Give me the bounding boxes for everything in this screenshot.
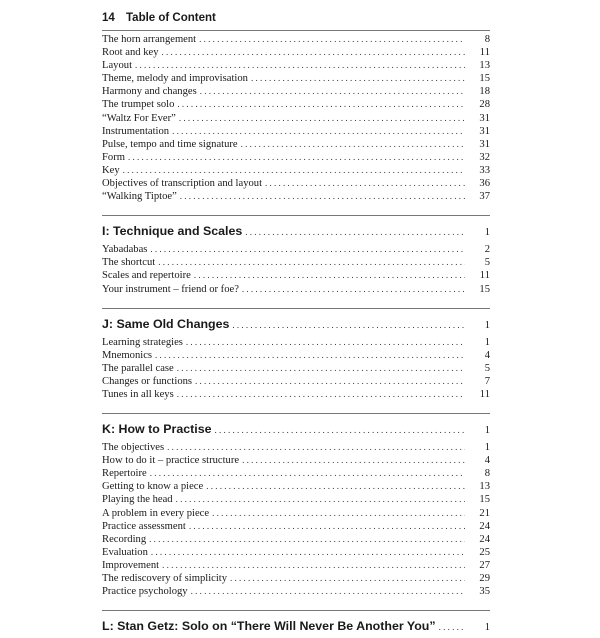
toc-entry-label: Root and key — [102, 47, 159, 59]
toc-entry-page: 11 — [479, 47, 490, 59]
toc-entry[interactable] — [102, 33, 490, 46]
dot-leader — [162, 46, 466, 59]
toc-sections — [102, 215, 490, 636]
toc-entry[interactable] — [102, 151, 490, 164]
toc-entry-page: 25 — [479, 546, 490, 558]
toc-entry-label: Instrumentation — [102, 125, 170, 137]
toc-entry[interactable] — [102, 349, 490, 362]
dot-leader — [230, 572, 465, 585]
toc-entry[interactable] — [102, 138, 490, 151]
toc-entry-label: Harmony and changes — [102, 86, 197, 98]
page-header — [102, 8, 490, 31]
toc-entry[interactable] — [102, 59, 490, 72]
toc-entry[interactable] — [102, 112, 490, 125]
toc-section — [102, 215, 490, 295]
toc-entry-label: The trumpet solo — [102, 99, 175, 111]
toc-entry[interactable] — [102, 375, 490, 388]
toc-section — [102, 308, 490, 401]
toc-entry-label: Mnemonics — [102, 349, 153, 361]
toc-entry-label: Your instrument – friend or foe? — [102, 283, 239, 295]
toc-entry-page: 1 — [484, 442, 490, 454]
dot-leader — [214, 420, 465, 440]
toc-entry-page: 33 — [479, 164, 490, 176]
toc-entry[interactable] — [102, 585, 490, 598]
dot-leader — [177, 388, 465, 401]
dot-leader — [212, 507, 465, 520]
dot-leader — [150, 243, 465, 256]
section-page: 1 — [484, 227, 490, 239]
dot-leader — [206, 480, 465, 493]
section-page: 1 — [484, 425, 490, 437]
toc-entry-page: 29 — [479, 573, 490, 584]
toc-entry[interactable] — [102, 98, 490, 111]
toc-entry-label: Form — [102, 151, 125, 163]
dot-leader — [177, 98, 465, 111]
dot-leader — [151, 546, 465, 559]
toc-entry[interactable] — [102, 441, 490, 454]
dot-leader — [172, 125, 465, 138]
toc-entry-page: 4 — [484, 349, 490, 361]
toc-entry[interactable] — [102, 269, 490, 282]
toc-entry[interactable] — [102, 480, 490, 493]
dot-leader — [242, 283, 465, 296]
toc-entry-label: “Waltz For Ever” — [102, 112, 176, 124]
toc-entry-label: Key — [102, 164, 120, 176]
toc-entry-label: Scales and repertoire — [102, 270, 191, 282]
toc-entry-label: Pulse, tempo and time signature — [102, 138, 238, 150]
dot-leader — [241, 138, 465, 151]
dot-leader — [155, 349, 465, 362]
toc-entry-page: 24 — [479, 520, 490, 532]
toc-entry-page: 1 — [484, 336, 490, 348]
intro-entries — [102, 33, 490, 203]
toc-entry[interactable] — [102, 125, 490, 138]
toc-entry-label: Getting to know a piece — [102, 481, 204, 493]
dot-leader — [195, 375, 465, 388]
toc-entry[interactable] — [102, 533, 490, 546]
dot-leader — [167, 441, 465, 454]
toc-entry-page: 31 — [479, 112, 490, 124]
toc-entry[interactable] — [102, 388, 490, 401]
toc-entry-page: 31 — [479, 138, 490, 150]
dot-leader — [245, 222, 465, 242]
toc-entry[interactable] — [102, 243, 490, 256]
section-title: K: How to Practise — [102, 422, 212, 437]
toc-entry-label: Layout — [102, 60, 133, 72]
section-title: J: Same Old Changes — [102, 316, 230, 331]
toc-section — [102, 610, 490, 636]
toc-entry-label: Theme, melody and improvisation — [102, 73, 248, 85]
dot-leader — [123, 164, 465, 177]
toc-entry[interactable] — [102, 283, 490, 296]
toc-entry-page: 21 — [479, 507, 490, 519]
toc-entry-label: The shortcut — [102, 257, 156, 269]
dot-leader — [200, 85, 465, 98]
dot-leader — [150, 467, 465, 480]
section-title: I: Technique and Scales — [102, 224, 243, 239]
dot-leader — [251, 72, 465, 85]
toc-entry[interactable] — [102, 520, 490, 533]
section-page: 1 — [484, 622, 490, 634]
toc-entry-page: 31 — [479, 125, 490, 137]
toc-entry-page: 8 — [484, 468, 490, 480]
toc-entry-label: Tunes in all keys — [102, 388, 174, 400]
toc-entry-page: 18 — [479, 86, 490, 98]
section-page: 1 — [484, 319, 490, 331]
page-title: Table of Content — [126, 12, 216, 24]
toc-section — [102, 413, 490, 598]
page-number: 14 — [102, 12, 115, 24]
toc-entry-label: A problem in every piece — [102, 507, 210, 519]
dot-leader — [158, 256, 465, 269]
dot-leader — [191, 585, 465, 598]
toc-entry-label: Improvement — [102, 559, 160, 571]
toc-entry-page: 35 — [479, 586, 490, 598]
toc-entry-label: The rediscovery of simplicity — [102, 573, 228, 584]
toc-entry-page: 13 — [479, 481, 490, 493]
table-of-contents — [102, 33, 490, 638]
toc-entry-label: Practice psychology — [102, 586, 188, 598]
dot-leader — [232, 315, 465, 335]
toc-entry[interactable] — [102, 454, 490, 467]
toc-entry[interactable] — [102, 256, 490, 269]
dot-leader — [186, 336, 465, 349]
toc-entry-page: 37 — [479, 191, 490, 203]
toc-entry[interactable] — [102, 572, 490, 585]
toc-entry-page: 8 — [484, 34, 490, 45]
toc-entry-label: Objectives of transcription and layout — [102, 178, 263, 190]
toc-entry-page: 4 — [484, 455, 490, 467]
dot-leader — [179, 112, 465, 125]
toc-entry-page: 32 — [479, 151, 490, 163]
toc-entry-page: 5 — [484, 362, 490, 374]
toc-entry[interactable] — [102, 85, 490, 98]
section-heading[interactable] — [102, 215, 490, 241]
toc-entry[interactable] — [102, 507, 490, 520]
toc-entry-page: 11 — [479, 388, 490, 400]
toc-entry-page: 7 — [484, 375, 490, 387]
dot-leader — [162, 559, 465, 572]
toc-entry-label: Repertoire — [102, 468, 147, 480]
toc-entry[interactable] — [102, 362, 490, 375]
toc-entry-label: The parallel case — [102, 362, 174, 374]
dot-leader — [177, 362, 465, 375]
dot-leader — [242, 454, 465, 467]
toc-entry-label: How to do it – practice structure — [102, 455, 240, 467]
toc-entry-label: “Walking Tiptoe” — [102, 191, 177, 203]
toc-entry-page: 15 — [479, 494, 490, 506]
section-heading[interactable] — [102, 413, 490, 439]
toc-entry[interactable] — [102, 467, 490, 480]
toc-entry-label: Practice assessment — [102, 520, 186, 532]
toc-entry-page: 15 — [479, 73, 490, 85]
toc-entry-page: 5 — [484, 257, 490, 269]
toc-entry-page: 13 — [479, 60, 490, 72]
dot-leader — [265, 177, 465, 190]
toc-entry[interactable] — [102, 72, 490, 85]
toc-entry-label: Changes or functions — [102, 375, 193, 387]
dot-leader — [199, 33, 465, 46]
toc-entry-page: 36 — [479, 178, 490, 190]
section-title: L: Stan Getz: Solo on “There Will Never Be Another You” — [102, 619, 436, 634]
dot-leader — [180, 190, 465, 203]
dot-leader — [189, 520, 465, 533]
toc-entry[interactable] — [102, 177, 490, 190]
toc-entry-page: 27 — [479, 559, 490, 571]
dot-leader — [149, 533, 465, 546]
section-heading[interactable] — [102, 610, 490, 636]
toc-entry[interactable] — [102, 559, 490, 572]
dot-leader — [176, 493, 465, 506]
section-heading[interactable] — [102, 308, 490, 334]
dot-leader — [135, 59, 465, 72]
toc-entry-label: Evaluation — [102, 546, 148, 558]
dot-leader — [439, 617, 465, 637]
toc-entry-label: Learning strategies — [102, 336, 183, 348]
toc-entry-label: Playing the head — [102, 494, 173, 506]
toc-entry-label: Yabadabas — [102, 244, 148, 256]
dot-leader — [194, 269, 465, 282]
toc-entry[interactable] — [102, 46, 490, 59]
toc-entry-label: The objectives — [102, 442, 165, 454]
toc-entry[interactable] — [102, 493, 490, 506]
toc-entry-page: 15 — [479, 283, 490, 295]
toc-entry-label: The horn arrangement — [102, 34, 197, 45]
toc-entry-label: Recording — [102, 533, 147, 545]
toc-entry-page: 11 — [479, 270, 490, 282]
toc-entry[interactable] — [102, 190, 490, 203]
dot-leader — [128, 151, 465, 164]
toc-entry[interactable] — [102, 546, 490, 559]
toc-entry[interactable] — [102, 336, 490, 349]
toc-entry-page: 28 — [479, 99, 490, 111]
toc-entry-page: 2 — [484, 244, 490, 256]
toc-entry[interactable] — [102, 164, 490, 177]
toc-entry-page: 24 — [479, 533, 490, 545]
